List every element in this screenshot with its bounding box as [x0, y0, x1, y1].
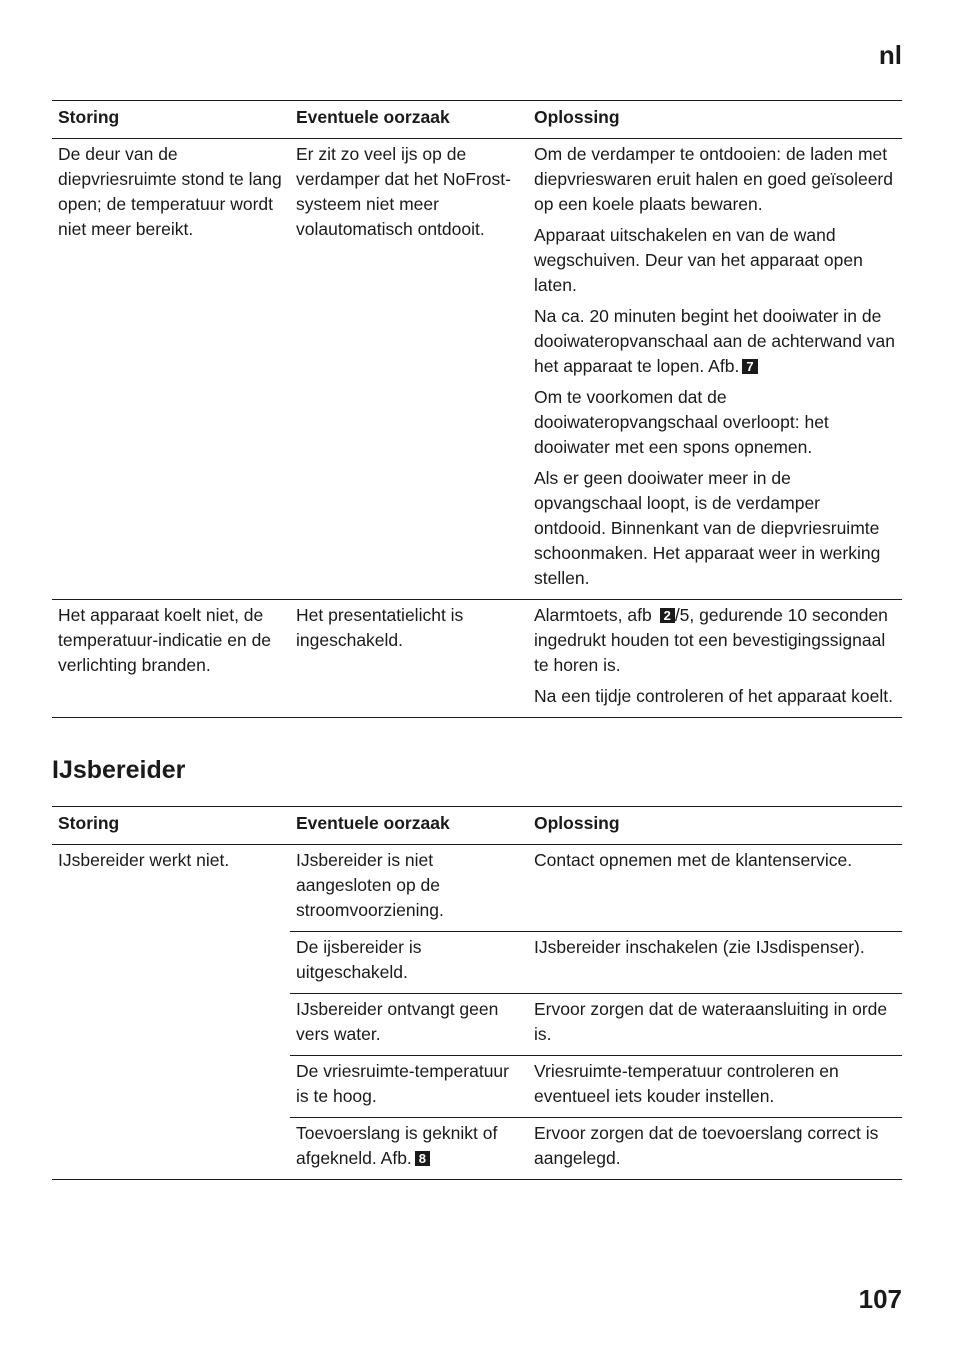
oplossing-text: Na ca. 20 minuten begint het dooiwater in de dooiwateropvanschaal aan de achterwand van het apparaat te lopen. Afb. — [534, 306, 895, 376]
oplossing-paragraph: Apparaat uitschakelen en van de wand wegschuiven. Deur van het apparaat open laten. — [534, 225, 863, 295]
table-header-row — [52, 101, 902, 139]
oplossing-cell: IJsbereider inschakelen (zie IJsdispenser). — [528, 932, 902, 994]
oplossing-paragraph: Om te voorkomen dat de dooiwateropvangschaal overloopt: het dooiwater met een spons opnemen. — [534, 387, 829, 457]
column-header-storing: Storing — [58, 813, 120, 833]
figure-ref-badge: 8 — [415, 1151, 430, 1166]
column-header-oplossing: Oplossing — [534, 813, 620, 833]
section-title: IJsbereider — [52, 756, 186, 784]
column-header-storing: Storing — [58, 107, 120, 127]
storing-cell: Het apparaat koelt niet, de temperatuur-indicatie en de verlichting branden. — [58, 605, 272, 675]
table-row — [52, 845, 902, 932]
icemaker-troubleshooting-table — [52, 806, 902, 1180]
oplossing-paragraph: Als er geen dooiwater meer in de opvangschaal loopt, is de verdamper ontdooid. Binnenkant van de diepvriesruimte schoonmaken. Het apparaat weer in werking stellen. — [534, 468, 881, 588]
figure-ref-badge: 2 — [660, 608, 675, 623]
oorzaak-cell — [290, 1118, 528, 1180]
table-row — [52, 139, 902, 600]
oplossing-text: Alarmtoets, afb — [534, 605, 652, 625]
oorzaak-cell: Het presentatielicht is ingeschakeld. — [296, 605, 464, 650]
oplossing-cell: Ervoor zorgen dat de wateraansluiting in orde is. — [528, 994, 902, 1056]
oplossing-paragraph: Om de verdamper te ontdooien: de laden met diepvrieswaren eruit halen en goed geïsoleerd op een koele plaats bewaren. — [534, 144, 893, 214]
oorzaak-cell: De ijsbereider is uitgeschakeld. — [290, 932, 528, 994]
oorzaak-cell: IJsbereider is niet aangesloten op de stroomvoorziening. — [290, 845, 528, 932]
table-header-row — [52, 807, 902, 845]
storing-cell: IJsbereider werkt niet. — [58, 850, 230, 870]
oplossing-paragraph — [534, 304, 896, 379]
oorzaak-cell: De vriesruimte-temperatuur is te hoog. — [290, 1056, 528, 1118]
oplossing-cell: Ervoor zorgen dat de toevoerslang correct is aangelegd. — [534, 1123, 879, 1168]
column-header-oorzaak: Eventuele oorzaak — [296, 107, 450, 127]
oplossing-paragraph: Na een tijdje controleren of het apparaat koelt. — [534, 686, 893, 706]
oplossing-cell: Vriesruimte-temperatuur controleren en eventueel iets kouder instellen. — [528, 1056, 902, 1118]
oplossing-paragraph — [534, 603, 896, 678]
language-label: nl — [878, 40, 902, 70]
oplossing-cell — [528, 600, 902, 718]
oplossing-cell: Contact opnemen met de klantenservice. — [528, 845, 902, 932]
oorzaak-cell: Er zit zo veel ijs op de verdamper dat het NoFrost-systeem niet meer volautomatisch ontdooit. — [296, 144, 511, 239]
table-row — [52, 600, 902, 718]
column-header-oorzaak: Eventuele oorzaak — [296, 813, 450, 833]
storing-cell: De deur van de diepvriesruimte stond te lang open; de temperatuur wordt niet meer bereikt. — [58, 144, 282, 239]
oorzaak-text: Toevoerslang is geknikt of afgekneld. Afb. — [296, 1123, 498, 1168]
troubleshooting-table — [52, 100, 902, 718]
oplossing-cell — [528, 139, 902, 600]
column-header-oplossing: Oplossing — [534, 107, 620, 127]
oorzaak-cell: IJsbereider ontvangt geen vers water. — [290, 994, 528, 1056]
figure-ref-badge: 7 — [742, 359, 757, 374]
oplossing-text: /5, gedurende 10 seconden ingedrukt houden tot een bevestigingssignaal te horen is. — [534, 605, 888, 675]
page-number: 107 — [858, 1284, 902, 1314]
